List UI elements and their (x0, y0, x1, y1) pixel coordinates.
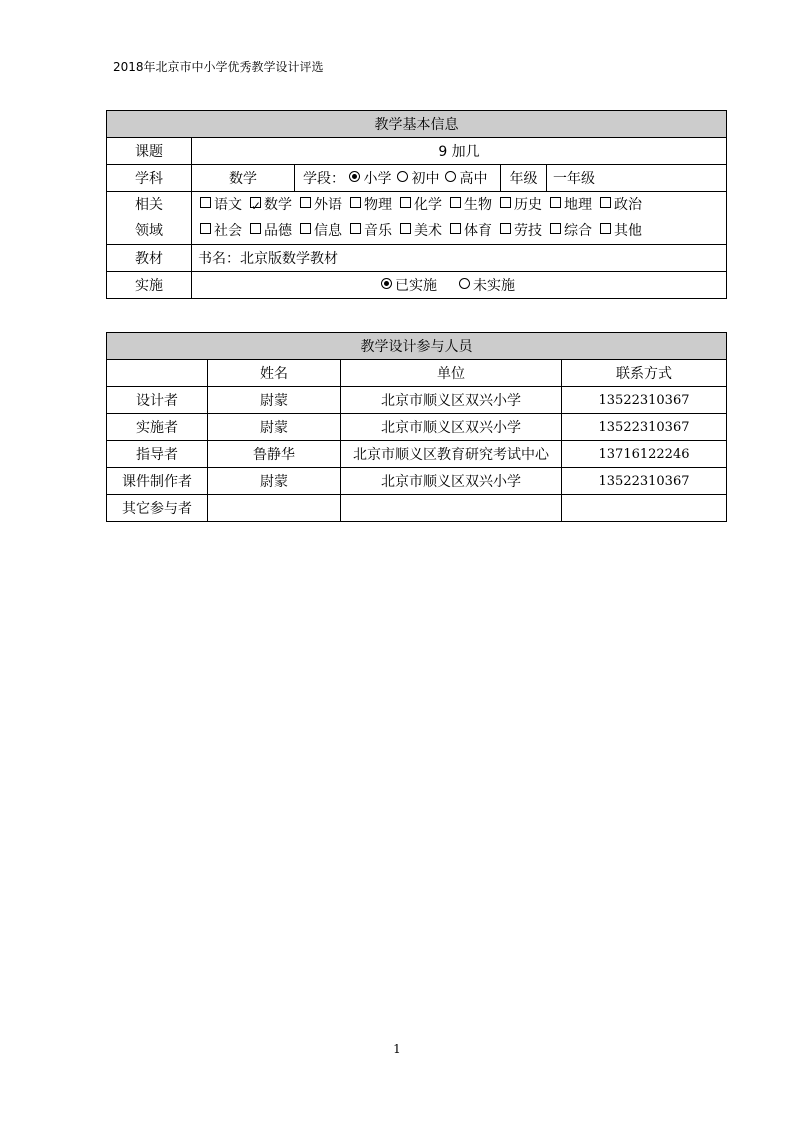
table-row (107, 387, 727, 414)
option-label: 美术 (414, 223, 442, 239)
stage-option-2[interactable] (445, 168, 487, 188)
checkbox-icon[interactable] (350, 197, 361, 208)
contact-cell: 13522310367 (562, 468, 727, 495)
option-label: 品德 (264, 223, 292, 239)
name-cell: 尉蒙 (208, 387, 341, 414)
option-label: 语文 (214, 197, 242, 213)
page-number: 1 (393, 1042, 401, 1056)
domain-option-7[interactable] (550, 192, 592, 218)
page-header: 2018年北京市中小学优秀教学设计评选 (113, 60, 324, 74)
topic-label: 课题 (107, 138, 192, 165)
textbook-value: 书名：北京版数学教材 (192, 245, 727, 272)
option-label: 体育 (464, 223, 492, 239)
option-label: 社会 (214, 223, 242, 239)
option-label: 已实施 (395, 278, 437, 294)
participants-title: 教学设计参与人员 (107, 333, 727, 360)
grade-value: 一年级 (547, 165, 727, 192)
radio-icon[interactable] (397, 171, 408, 182)
subject-label: 学科 (107, 165, 192, 192)
unit-cell: 北京市顺义区双兴小学 (341, 387, 562, 414)
contact-cell: 13522310367 (562, 387, 727, 414)
checkbox-icon[interactable] (300, 197, 311, 208)
column-header: 单位 (341, 360, 562, 387)
column-header (107, 360, 208, 387)
domain-row-1 (192, 192, 726, 218)
role-cell: 课件制作者 (107, 468, 208, 495)
domain-row-2 (192, 218, 726, 244)
contact-cell (562, 495, 727, 522)
checkbox-icon[interactable] (500, 197, 511, 208)
domain-option-16[interactable] (550, 218, 592, 244)
domain-option-4[interactable] (400, 192, 442, 218)
participants-header-row (107, 360, 727, 387)
domain-option-9[interactable] (200, 218, 242, 244)
domain-option-5[interactable] (450, 192, 492, 218)
domain-option-13[interactable] (400, 218, 442, 244)
role-cell: 指导者 (107, 441, 208, 468)
checkbox-icon[interactable] (550, 223, 561, 234)
implement-label: 实施 (107, 272, 192, 299)
option-label: 地理 (564, 197, 592, 213)
checkbox-icon[interactable] (500, 223, 511, 234)
option-label: 政治 (614, 197, 642, 213)
option-label: 综合 (564, 223, 592, 239)
option-label: 初中 (411, 171, 440, 187)
option-label: 物理 (364, 197, 392, 213)
checkbox-icon[interactable] (450, 197, 461, 208)
domain-option-2[interactable] (300, 192, 342, 218)
radio-icon[interactable] (349, 171, 360, 182)
column-header: 联系方式 (562, 360, 727, 387)
domain-options (192, 192, 727, 245)
radio-icon[interactable] (381, 278, 392, 289)
implement-option-1[interactable] (459, 275, 515, 295)
checkbox-icon[interactable] (600, 197, 611, 208)
topic-value: 9 加几 (192, 138, 727, 165)
checkbox-icon[interactable] (600, 223, 611, 234)
option-label: 其他 (614, 223, 642, 239)
domain-option-12[interactable] (350, 218, 392, 244)
unit-cell: 北京市顺义区双兴小学 (341, 468, 562, 495)
domain-option-17[interactable] (600, 218, 642, 244)
checkbox-icon[interactable] (200, 197, 211, 208)
name-cell (208, 495, 341, 522)
contact-cell: 13522310367 (562, 414, 727, 441)
domain-option-8[interactable] (600, 192, 642, 218)
checkbox-icon[interactable] (200, 223, 211, 234)
contact-cell: 13716122246 (562, 441, 727, 468)
domain-option-15[interactable] (500, 218, 542, 244)
checkbox-icon[interactable] (250, 197, 261, 208)
table-row (107, 441, 727, 468)
radio-icon[interactable] (459, 278, 470, 289)
stage-cell (295, 165, 501, 192)
table-row (107, 495, 727, 522)
grade-label: 年级 (501, 165, 547, 192)
role-cell: 设计者 (107, 387, 208, 414)
implement-option-0[interactable] (381, 275, 437, 295)
checkbox-icon[interactable] (550, 197, 561, 208)
domain-option-1[interactable] (250, 192, 292, 218)
option-label: 生物 (464, 197, 492, 213)
name-cell: 尉蒙 (208, 414, 341, 441)
option-label: 音乐 (364, 223, 392, 239)
checkbox-icon[interactable] (350, 223, 361, 234)
implement-options (192, 272, 727, 299)
checkbox-icon[interactable] (250, 223, 261, 234)
domain-option-6[interactable] (500, 192, 542, 218)
checkbox-icon[interactable] (400, 197, 411, 208)
domain-option-10[interactable] (250, 218, 292, 244)
checkbox-icon[interactable] (400, 223, 411, 234)
option-label: 劳技 (514, 223, 542, 239)
unit-cell: 北京市顺义区双兴小学 (341, 414, 562, 441)
option-label: 高中 (459, 171, 488, 187)
option-label: 化学 (414, 197, 442, 213)
option-label: 小学 (363, 171, 392, 187)
option-label: 信息 (314, 223, 342, 239)
textbook-label: 教材 (107, 245, 192, 272)
role-cell: 其它参与者 (107, 495, 208, 522)
unit-cell (341, 495, 562, 522)
table-row (107, 468, 727, 495)
stage-option-1[interactable] (397, 168, 439, 188)
domain-option-11[interactable] (300, 218, 342, 244)
stage-option-0[interactable] (349, 168, 391, 188)
option-label: 历史 (514, 197, 542, 213)
radio-icon[interactable] (445, 171, 456, 182)
table-row (107, 414, 727, 441)
name-cell: 尉蒙 (208, 468, 341, 495)
column-header: 姓名 (208, 360, 341, 387)
option-label: 外语 (314, 197, 342, 213)
option-label: 未实施 (473, 278, 515, 294)
unit-cell: 北京市顺义区教育研究考试中心 (341, 441, 562, 468)
domain-option-0[interactable] (200, 192, 242, 218)
basic-info-table (106, 110, 727, 299)
checkbox-icon[interactable] (450, 223, 461, 234)
checkbox-icon[interactable] (300, 223, 311, 234)
basic-info-title: 教学基本信息 (107, 111, 727, 138)
domain-option-14[interactable] (450, 218, 492, 244)
name-cell: 鲁静华 (208, 441, 341, 468)
stage-label: 学段： (303, 171, 345, 187)
subject-value: 数学 (192, 165, 295, 192)
domain-option-3[interactable] (350, 192, 392, 218)
stage-options (349, 171, 493, 187)
participants-table (106, 332, 727, 522)
option-label: 数学 (264, 197, 292, 213)
role-cell: 实施者 (107, 414, 208, 441)
domain-label: 相关 领域 (107, 192, 192, 245)
